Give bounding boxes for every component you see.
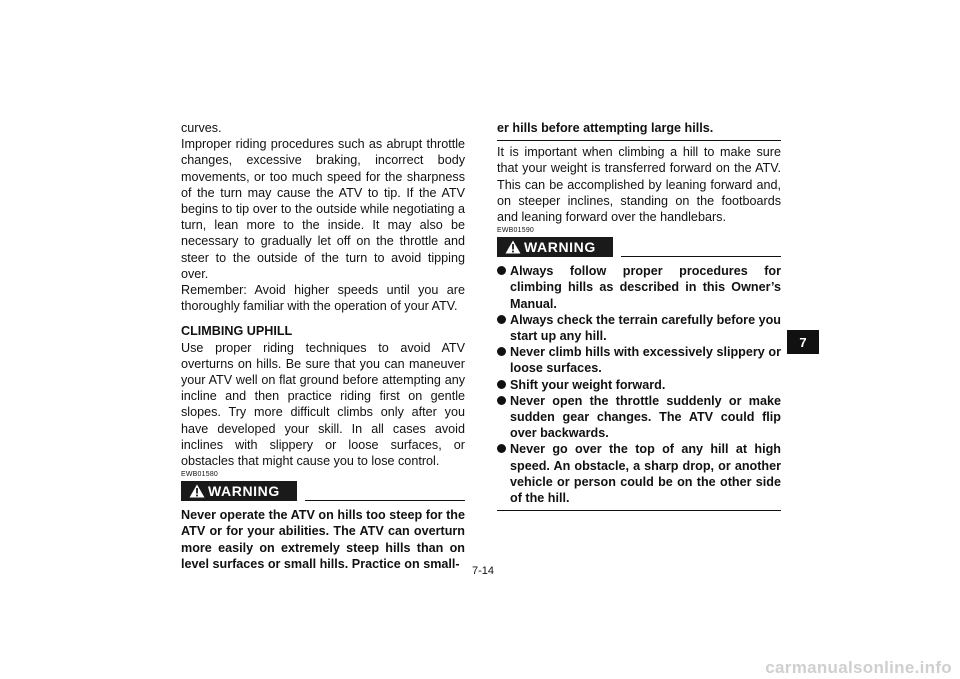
paragraph: It is important when climbing a hill to make sure that your weight is transferred forward on the ATV. This can be accomplished by leaning forward and, on steeper inclines, standing on the footboards and leaning forward over the handlebars. <box>497 145 781 225</box>
page-number: 7-14 <box>471 565 495 577</box>
left-column <box>181 120 465 572</box>
warning-code: EWB01590 <box>497 227 535 235</box>
paragraph: curves. <box>181 121 222 135</box>
bullet-dot-icon <box>497 444 506 453</box>
warning-end-rule <box>497 510 781 511</box>
paragraph: Use proper riding techniques to avoid ATV overturns on hills. Be sure that you can maneuver your ATV well on flat ground before attempting any incline and then practice riding first on gentle slopes. Try more difficult climbs only after you have developed your skill. In all cases avoid inclines with slippery or loose surfaces, or obstacles that might cause you to lose control. <box>181 340 465 469</box>
watermark: carmanualsonline.info <box>765 658 952 677</box>
warning-text: Never operate the ATV on hills too steep for the ATV or for your abilities. The ATV can overturn more easily on extremely steep hills than on level surfaces or small hills. Practice on small- <box>181 508 465 571</box>
warning-label: WARNING <box>208 483 280 500</box>
warning-rule <box>305 500 465 501</box>
bullet-dot-icon <box>497 396 506 405</box>
list-item: Never go over the top of any hill at high speed. An obstacle, a sharp drop, or another vehicle or person could be on the other side of the hill. <box>497 441 781 506</box>
warning-label: WARNING <box>524 239 596 256</box>
bullet-dot-icon <box>497 266 506 275</box>
list-item: Never open the throttle suddenly or make sudden gear changes. The ATV could flip over backwards. <box>497 393 781 442</box>
warning-header <box>181 481 465 503</box>
warning-badge <box>497 237 613 257</box>
warning-text-continued: er hills before attempting large hills. <box>497 121 714 135</box>
list-item: Always check the terrain carefully before you start up any hill. <box>497 312 781 344</box>
warning-end-rule <box>497 140 781 141</box>
warning-list <box>497 263 781 506</box>
warning-rule <box>621 256 781 257</box>
list-item: Always follow proper procedures for climbing hills as described in this Owner’s Manual. <box>497 263 781 312</box>
bullet-dot-icon <box>497 380 506 389</box>
paragraph: Improper riding procedures such as abrupt throttle changes, excessive braking, incorrect body movements, or too much speed for the sharpness of the turn may cause the ATV to tip. If the ATV begins to tip over to the outside while negotiating a turn, lean more to the inside. It may also be necessary to gradually let off on the throttle and steer to the outside of the turn to avoid tipping over. <box>181 137 465 281</box>
warning-badge <box>181 481 297 501</box>
section-heading: CLIMBING UPHILL <box>181 324 293 339</box>
warning-triangle-icon <box>505 240 521 254</box>
right-column <box>497 120 781 514</box>
list-item: Shift your weight forward. <box>497 377 781 393</box>
warning-triangle-icon <box>189 484 205 498</box>
chapter-tab: 7 <box>787 330 819 354</box>
paragraph: Remember: Avoid higher speeds until you are thoroughly familiar with the operation of your ATV. <box>181 283 465 314</box>
bullet-dot-icon <box>497 315 506 324</box>
warning-header <box>497 237 781 259</box>
bullet-dot-icon <box>497 347 506 356</box>
list-item: Never climb hills with excessively slippery or loose surfaces. <box>497 344 781 376</box>
warning-code: EWB01580 <box>181 471 219 479</box>
